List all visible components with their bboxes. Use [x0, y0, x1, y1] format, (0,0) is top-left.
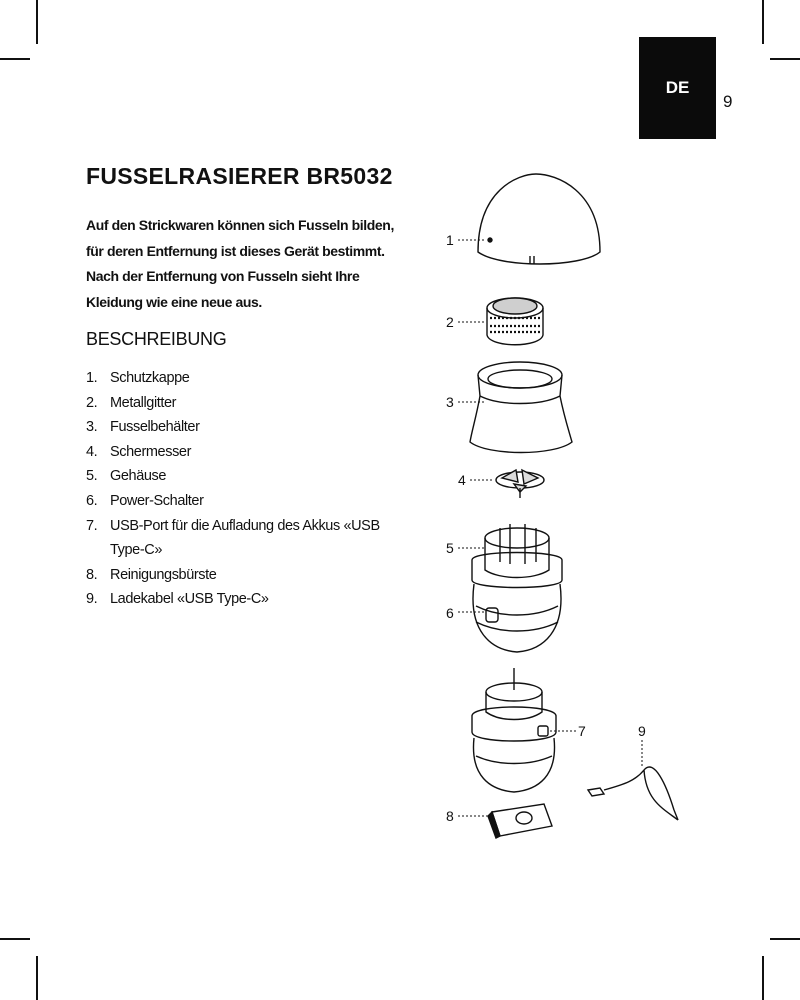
- crop-mark: [36, 956, 38, 1000]
- crop-mark: [762, 0, 764, 44]
- list-item: [86, 489, 386, 514]
- callout-label: 3: [446, 394, 454, 410]
- list-item-text: Power-Schalter: [110, 492, 204, 509]
- housing-illustration: [472, 524, 562, 652]
- list-item-number: 8.: [86, 566, 98, 583]
- list-item: [86, 440, 386, 465]
- callout-label: 7: [578, 723, 586, 739]
- protective-cap-illustration: [478, 174, 600, 264]
- crop-mark: [770, 938, 800, 940]
- page-title: FUSSELRASIERER BR5032: [86, 163, 393, 189]
- crop-mark: [0, 58, 30, 60]
- list-item: [86, 391, 386, 416]
- list-item-text: Gehäuse: [110, 468, 167, 485]
- shaving-blade-illustration: [496, 470, 544, 498]
- list-item-text: Reinigungsbürste: [110, 566, 217, 583]
- list-item-number: 2.: [86, 394, 98, 411]
- crop-mark: [36, 0, 38, 44]
- list-item-number: 3.: [86, 419, 98, 436]
- callout-label: 4: [458, 472, 466, 488]
- crop-mark: [0, 938, 30, 940]
- cleaning-brush-illustration: [488, 804, 552, 838]
- list-item-text: Ladekabel «USB Type-C»: [110, 591, 269, 608]
- lint-container-illustration: [470, 362, 572, 453]
- callout-label: 5: [446, 540, 454, 556]
- list-item: [86, 366, 386, 391]
- list-item: [86, 563, 386, 588]
- list-item: [86, 514, 386, 563]
- page-number: 9: [723, 92, 733, 111]
- list-item: [86, 415, 386, 440]
- metal-grid-illustration: [487, 298, 543, 345]
- list-item: [86, 587, 386, 612]
- callout-label: 6: [446, 605, 454, 621]
- callout-label: 1: [446, 232, 454, 248]
- callout-label: 2: [446, 314, 454, 330]
- list-item-text: Schermesser: [110, 443, 192, 460]
- list-item-number: 5.: [86, 468, 98, 485]
- usb-port-illustration: [472, 668, 556, 792]
- list-item-number: 9.: [86, 591, 98, 608]
- language-tab: DE: [639, 37, 716, 139]
- charging-cable-illustration: [588, 767, 678, 820]
- exploded-diagram-drawing: [430, 160, 730, 880]
- list-item-number: 1.: [86, 370, 98, 386]
- list-item-number: 4.: [86, 443, 98, 460]
- list-item-text: Schutzkappe: [110, 370, 190, 386]
- list-item: [86, 464, 386, 489]
- intro-paragraph: Auf den Strickwaren können sich Fusseln bilden, für deren Entfernung ist dieses Gerät bestimmt. Nach der Entfernung von Fusseln sieht Ihre Kleidung wie eine neue aus.: [86, 217, 394, 310]
- list-item-text: Fusselbehälter: [110, 419, 200, 436]
- list-item-number: 6.: [86, 492, 98, 509]
- section-heading: BESCHREIBUNG: [86, 329, 227, 349]
- list-item-number: 7.: [86, 517, 98, 534]
- crop-mark: [762, 956, 764, 1000]
- list-item-text: Metallgitter: [110, 394, 177, 411]
- crop-mark: [770, 58, 800, 60]
- list-item-text: USB-Port für die Aufladung des Akkus «USB Type-C»: [110, 517, 380, 559]
- callout-label: 9: [638, 723, 646, 739]
- parts-list: [86, 366, 386, 612]
- exploded-diagram: [430, 160, 730, 880]
- callout-label: 8: [446, 808, 454, 824]
